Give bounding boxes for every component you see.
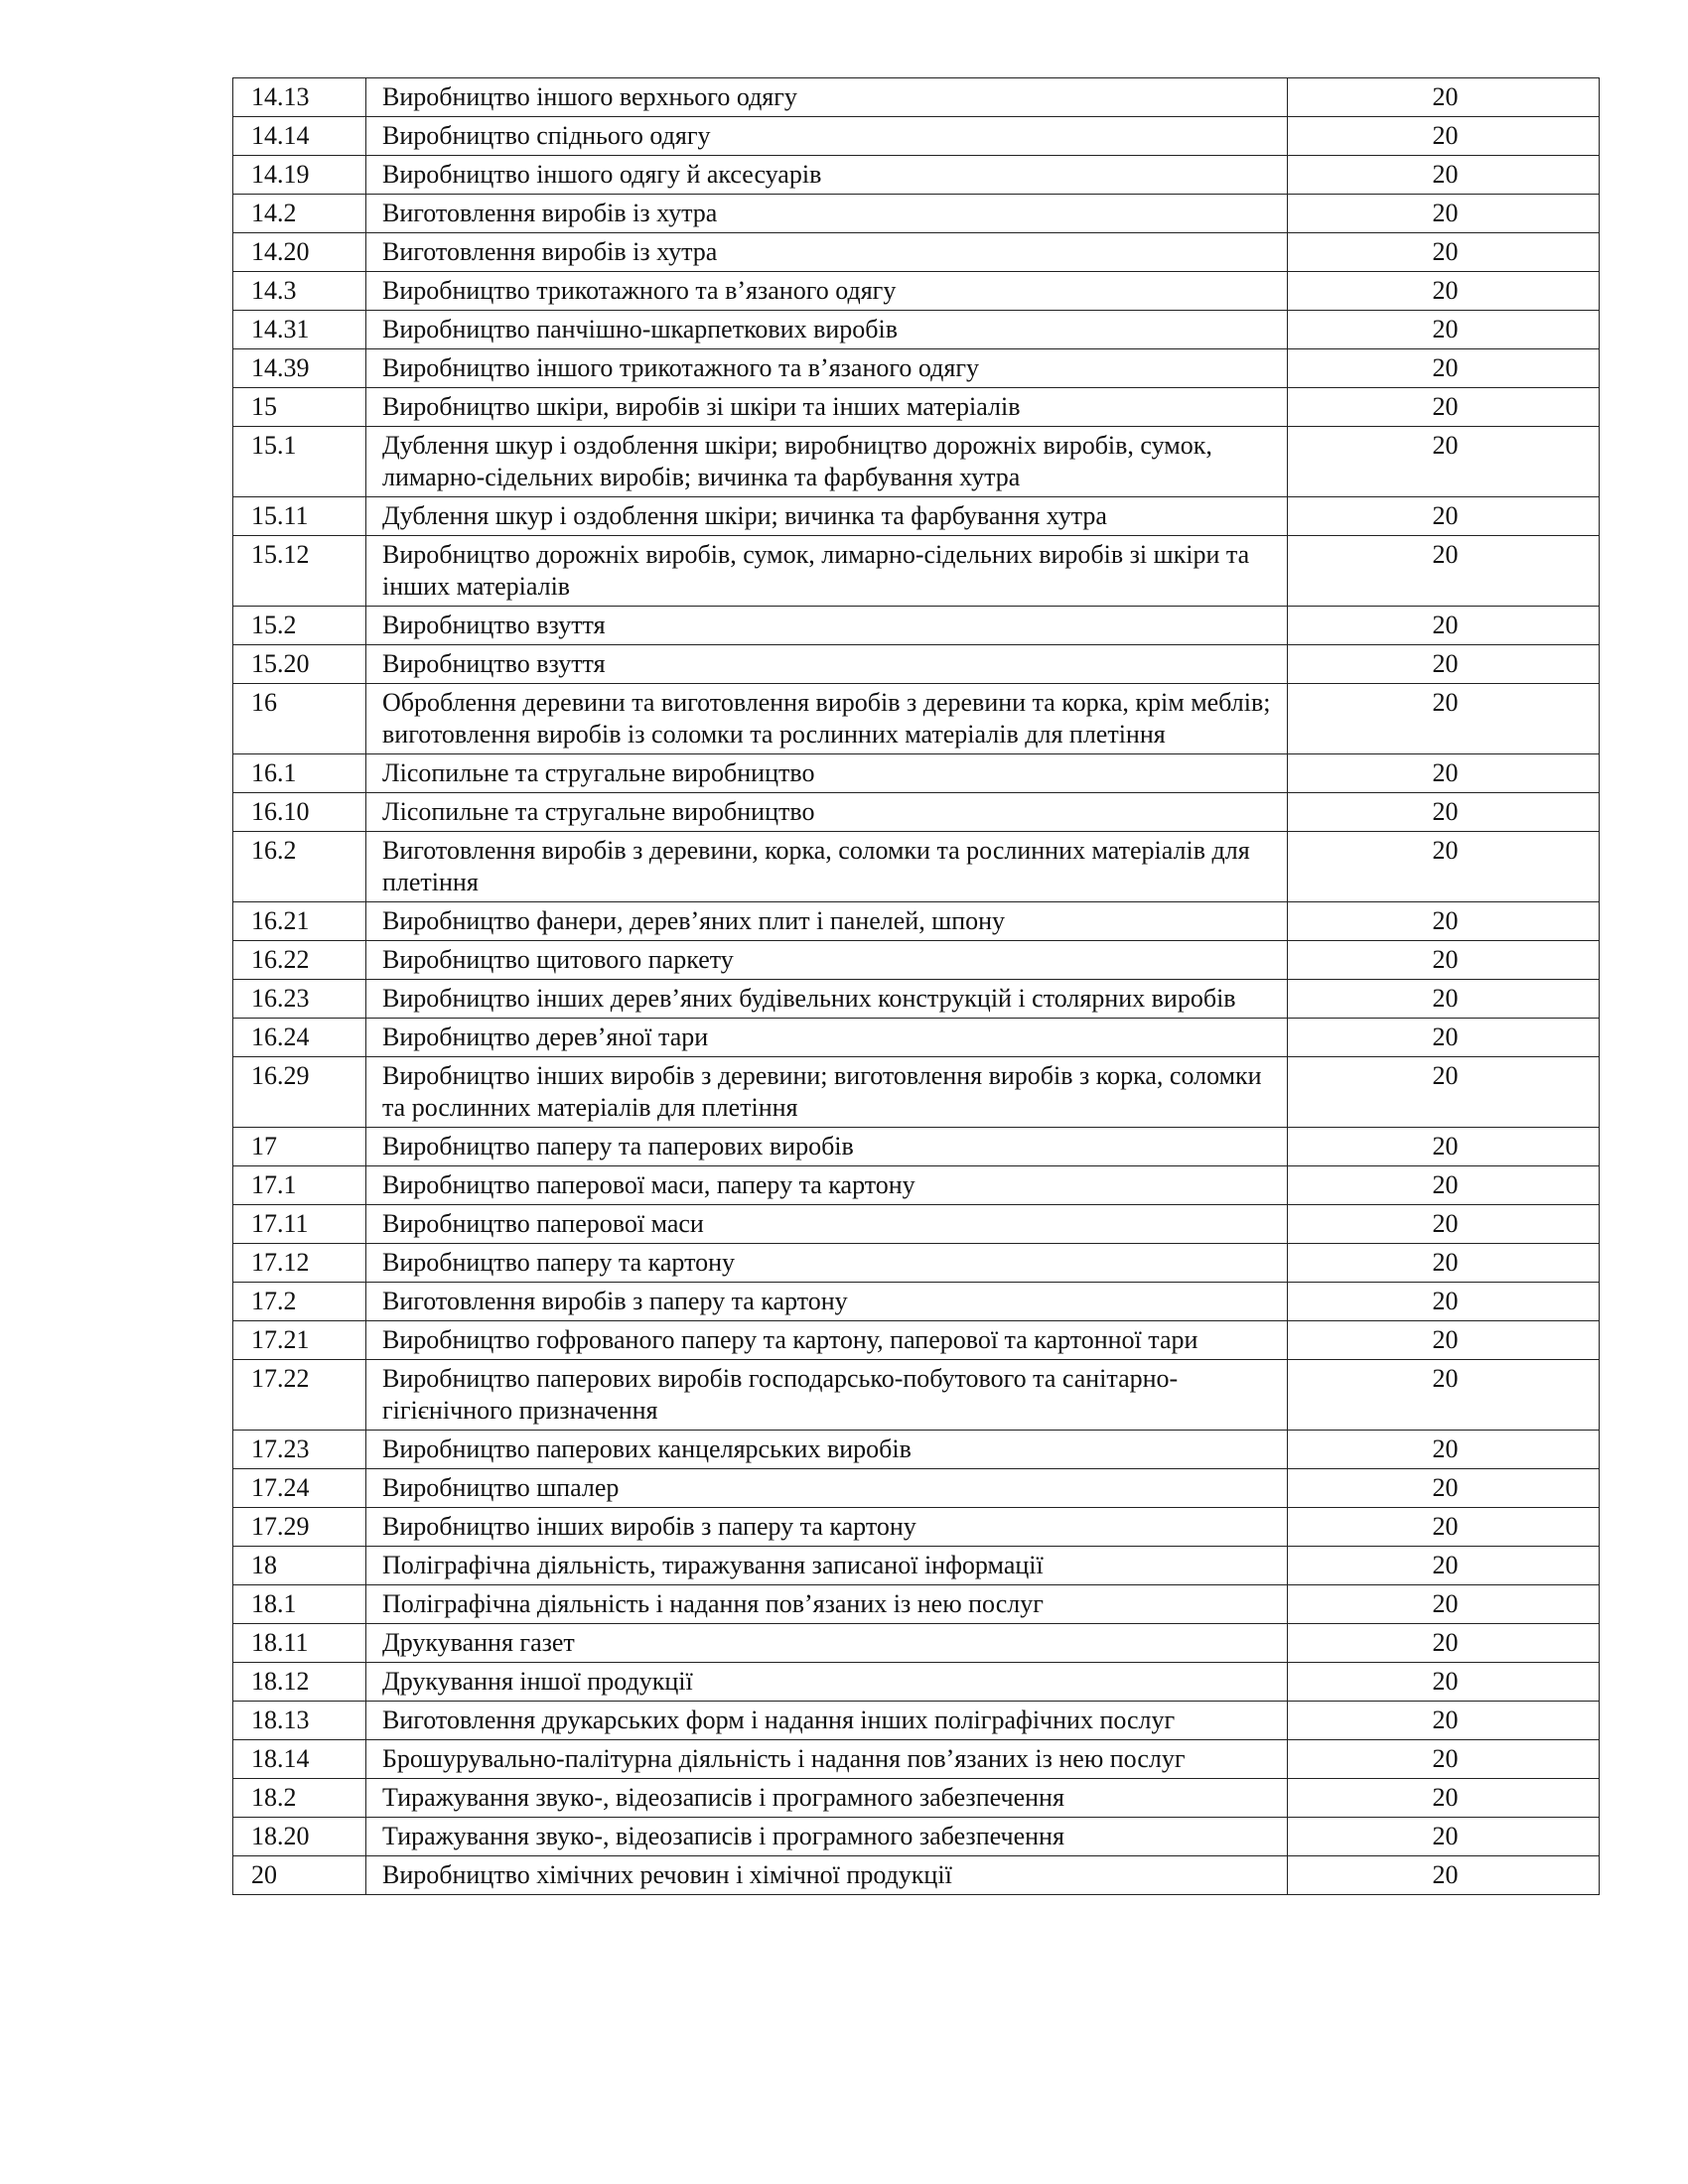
activity-name-cell: Виробництво інших виробів з деревини; виготовлення виробів з корка, соломки та рослинних матеріалів для плетіння: [366, 1057, 1288, 1128]
rate-value-cell: 20: [1288, 793, 1600, 832]
rate-value-cell: 20: [1288, 1547, 1600, 1585]
rate-value-cell: 20: [1288, 311, 1600, 349]
rate-value-cell: 20: [1288, 832, 1600, 902]
rate-value-cell: 20: [1288, 1508, 1600, 1547]
activity-name-cell: Виробництво паперу та картону: [366, 1244, 1288, 1283]
activity-name-cell: Друкування іншої продукції: [366, 1663, 1288, 1702]
activity-code-cell: 16.29: [233, 1057, 366, 1128]
activity-name-cell: Виробництво паперових канцелярських виробів: [366, 1431, 1288, 1469]
activity-code-cell: 17.23: [233, 1431, 366, 1469]
table-row: [233, 684, 1600, 754]
activity-code-cell: 14.13: [233, 78, 366, 117]
table-row: [233, 754, 1600, 793]
activity-code-cell: 17.21: [233, 1321, 366, 1360]
activity-code-cell: 18.13: [233, 1702, 366, 1740]
rate-value-cell: 20: [1288, 1431, 1600, 1469]
table-row: [233, 1856, 1600, 1895]
rate-value-cell: 20: [1288, 1856, 1600, 1895]
rate-value-cell: 20: [1288, 536, 1600, 607]
table-row: [233, 941, 1600, 980]
table-row: [233, 1508, 1600, 1547]
activity-code-cell: 15: [233, 388, 366, 427]
activity-code-cell: 17.1: [233, 1166, 366, 1205]
activity-name-cell: Виробництво дерев’яної тари: [366, 1019, 1288, 1057]
rate-value-cell: 20: [1288, 195, 1600, 233]
activity-name-cell: Виробництво щитового паркету: [366, 941, 1288, 980]
activity-name-cell: Виробництво спіднього одягу: [366, 117, 1288, 156]
rate-value-cell: 20: [1288, 1360, 1600, 1431]
activity-name-cell: Виробництво дорожніх виробів, сумок, лимарно-сідельних виробів зі шкіри та інших матеріалів: [366, 536, 1288, 607]
activity-code-cell: 18.11: [233, 1624, 366, 1663]
activity-name-cell: Поліграфічна діяльність і надання пов’язаних із нею послуг: [366, 1585, 1288, 1624]
activity-code-cell: 18: [233, 1547, 366, 1585]
table-row: [233, 1740, 1600, 1779]
table-row: [233, 1702, 1600, 1740]
activity-name-cell: Лісопильне та стругальне виробництво: [366, 793, 1288, 832]
table-row: [233, 1205, 1600, 1244]
activity-name-cell: Тиражування звуко-, відеозаписів і програмного забезпечення: [366, 1818, 1288, 1856]
table-row: [233, 1585, 1600, 1624]
activity-name-cell: Виробництво фанери, дерев’яних плит і панелей, шпону: [366, 902, 1288, 941]
rate-value-cell: 20: [1288, 1057, 1600, 1128]
activity-name-cell: Дублення шкур і оздоблення шкіри; вичинка та фарбування хутра: [366, 497, 1288, 536]
activity-name-cell: Виготовлення друкарських форм і надання інших поліграфічних послуг: [366, 1702, 1288, 1740]
table-row: [233, 497, 1600, 536]
activity-code-cell: 14.2: [233, 195, 366, 233]
rate-value-cell: 20: [1288, 1128, 1600, 1166]
activity-name-cell: Виготовлення виробів з деревини, корка, соломки та рослинних матеріалів для плетіння: [366, 832, 1288, 902]
table-row: [233, 1244, 1600, 1283]
rate-value-cell: 20: [1288, 902, 1600, 941]
table-row: [233, 1321, 1600, 1360]
activity-name-cell: Виробництво іншого верхнього одягу: [366, 78, 1288, 117]
rate-value-cell: 20: [1288, 1740, 1600, 1779]
rate-value-cell: 20: [1288, 1585, 1600, 1624]
activity-name-cell: Брошурувально-палітурна діяльність і надання пов’язаних із нею послуг: [366, 1740, 1288, 1779]
rate-value-cell: 20: [1288, 980, 1600, 1019]
table-row: [233, 645, 1600, 684]
activity-name-cell: Виробництво панчішно-шкарпеткових виробів: [366, 311, 1288, 349]
rate-value-cell: 20: [1288, 645, 1600, 684]
table-row: [233, 349, 1600, 388]
activity-code-cell: 18.14: [233, 1740, 366, 1779]
activity-code-cell: 14.3: [233, 272, 366, 311]
activity-code-cell: 16.22: [233, 941, 366, 980]
table-row: [233, 1469, 1600, 1508]
activity-name-cell: Виготовлення виробів із хутра: [366, 195, 1288, 233]
table-row: [233, 388, 1600, 427]
table-row: [233, 1166, 1600, 1205]
activity-code-cell: 17.24: [233, 1469, 366, 1508]
table-row: [233, 1128, 1600, 1166]
table-row: [233, 1624, 1600, 1663]
activity-code-cell: 17.2: [233, 1283, 366, 1321]
table-row: [233, 1663, 1600, 1702]
activity-name-cell: Виробництво гофрованого паперу та картону, паперової та картонної тари: [366, 1321, 1288, 1360]
table-row: [233, 902, 1600, 941]
table-row: [233, 1283, 1600, 1321]
table-row: [233, 793, 1600, 832]
activity-code-cell: 16.21: [233, 902, 366, 941]
table-row: [233, 1431, 1600, 1469]
table-row: [233, 1019, 1600, 1057]
table-row: [233, 536, 1600, 607]
activity-code-cell: 16.23: [233, 980, 366, 1019]
activity-code-cell: 15.2: [233, 607, 366, 645]
activity-name-cell: Виробництво шкіри, виробів зі шкіри та інших матеріалів: [366, 388, 1288, 427]
rate-value-cell: 20: [1288, 349, 1600, 388]
rate-value-cell: 20: [1288, 497, 1600, 536]
activity-code-cell: 17.11: [233, 1205, 366, 1244]
activity-code-cell: 15.20: [233, 645, 366, 684]
activity-name-cell: Виробництво паперової маси: [366, 1205, 1288, 1244]
activity-code-cell: 18.2: [233, 1779, 366, 1818]
activity-name-cell: Виробництво паперу та паперових виробів: [366, 1128, 1288, 1166]
table-row: [233, 980, 1600, 1019]
activity-code-cell: 14.39: [233, 349, 366, 388]
activity-code-cell: 17.29: [233, 1508, 366, 1547]
table-row: [233, 233, 1600, 272]
table-body: [233, 78, 1600, 1895]
activity-name-cell: Поліграфічна діяльність, тиражування записаної інформації: [366, 1547, 1288, 1585]
activity-code-cell: 16.10: [233, 793, 366, 832]
rate-value-cell: 20: [1288, 684, 1600, 754]
activity-code-cell: 18.20: [233, 1818, 366, 1856]
activity-code-cell: 17: [233, 1128, 366, 1166]
activity-name-cell: Виробництво паперових виробів господарсько-побутового та санітарно-гігієнічного призначення: [366, 1360, 1288, 1431]
activity-name-cell: Виробництво іншого трикотажного та в’язаного одягу: [366, 349, 1288, 388]
rate-value-cell: 20: [1288, 78, 1600, 117]
table-row: [233, 607, 1600, 645]
table-row: [233, 1547, 1600, 1585]
activity-code-cell: 20: [233, 1856, 366, 1895]
rate-value-cell: 20: [1288, 388, 1600, 427]
activity-code-cell: 16: [233, 684, 366, 754]
table-row: [233, 1779, 1600, 1818]
rate-value-cell: 20: [1288, 1244, 1600, 1283]
table-row: [233, 156, 1600, 195]
table-row: [233, 117, 1600, 156]
activity-code-cell: 14.20: [233, 233, 366, 272]
activity-name-cell: Друкування газет: [366, 1624, 1288, 1663]
activity-name-cell: Дублення шкур і оздоблення шкіри; виробництво дорожніх виробів, сумок, лимарно-сідельних виробів; вичинка та фарбування хутра: [366, 427, 1288, 497]
activity-name-cell: Лісопильне та стругальне виробництво: [366, 754, 1288, 793]
rate-value-cell: 20: [1288, 1166, 1600, 1205]
activity-name-cell: Виробництво взуття: [366, 645, 1288, 684]
table-row: [233, 311, 1600, 349]
activity-code-cell: 18.1: [233, 1585, 366, 1624]
activity-name-cell: Тиражування звуко-, відеозаписів і програмного забезпечення: [366, 1779, 1288, 1818]
rate-value-cell: 20: [1288, 1469, 1600, 1508]
rate-value-cell: 20: [1288, 1779, 1600, 1818]
activity-name-cell: Оброблення деревини та виготовлення виробів з деревини та корка, крім меблів; виготовлення виробів із соломки та рослинних матеріалів для плетіння: [366, 684, 1288, 754]
rate-value-cell: 20: [1288, 1702, 1600, 1740]
activity-name-cell: Виробництво інших дерев’яних будівельних конструкцій і столярних виробів: [366, 980, 1288, 1019]
activity-name-cell: Виробництво трикотажного та в’язаного одягу: [366, 272, 1288, 311]
activity-code-cell: 15.11: [233, 497, 366, 536]
activity-code-cell: 14.19: [233, 156, 366, 195]
table-row: [233, 832, 1600, 902]
activity-code-cell: 17.22: [233, 1360, 366, 1431]
rate-value-cell: 20: [1288, 1321, 1600, 1360]
rate-value-cell: 20: [1288, 607, 1600, 645]
activity-code-cell: 16.1: [233, 754, 366, 793]
rate-value-cell: 20: [1288, 272, 1600, 311]
activity-code-cell: 14.31: [233, 311, 366, 349]
rate-value-cell: 20: [1288, 233, 1600, 272]
activity-code-cell: 15.1: [233, 427, 366, 497]
table-row: [233, 195, 1600, 233]
activity-name-cell: Виробництво інших виробів з паперу та картону: [366, 1508, 1288, 1547]
rate-value-cell: 20: [1288, 117, 1600, 156]
rate-value-cell: 20: [1288, 1205, 1600, 1244]
table-row: [233, 78, 1600, 117]
rate-value-cell: 20: [1288, 1283, 1600, 1321]
activity-name-cell: Виготовлення виробів із хутра: [366, 233, 1288, 272]
table-row: [233, 427, 1600, 497]
table-row: [233, 272, 1600, 311]
rate-value-cell: 20: [1288, 754, 1600, 793]
rate-value-cell: 20: [1288, 1019, 1600, 1057]
activity-code-cell: 15.12: [233, 536, 366, 607]
activity-code-cell: 17.12: [233, 1244, 366, 1283]
table-row: [233, 1818, 1600, 1856]
rate-value-cell: 20: [1288, 156, 1600, 195]
table-row: [233, 1057, 1600, 1128]
table-row: [233, 1360, 1600, 1431]
rate-value-cell: 20: [1288, 1818, 1600, 1856]
activity-code-table: [232, 77, 1600, 1895]
rate-value-cell: 20: [1288, 1663, 1600, 1702]
rate-value-cell: 20: [1288, 941, 1600, 980]
rate-value-cell: 20: [1288, 1624, 1600, 1663]
rate-value-cell: 20: [1288, 427, 1600, 497]
activity-code-cell: 16.24: [233, 1019, 366, 1057]
activity-name-cell: Виробництво хімічних речовин і хімічної продукції: [366, 1856, 1288, 1895]
activity-name-cell: Виробництво паперової маси, паперу та картону: [366, 1166, 1288, 1205]
activity-code-cell: 18.12: [233, 1663, 366, 1702]
activity-name-cell: Виготовлення виробів з паперу та картону: [366, 1283, 1288, 1321]
activity-name-cell: Виробництво шпалер: [366, 1469, 1288, 1508]
activity-name-cell: Виробництво іншого одягу й аксесуарів: [366, 156, 1288, 195]
activity-name-cell: Виробництво взуття: [366, 607, 1288, 645]
activity-code-cell: 16.2: [233, 832, 366, 902]
activity-code-cell: 14.14: [233, 117, 366, 156]
